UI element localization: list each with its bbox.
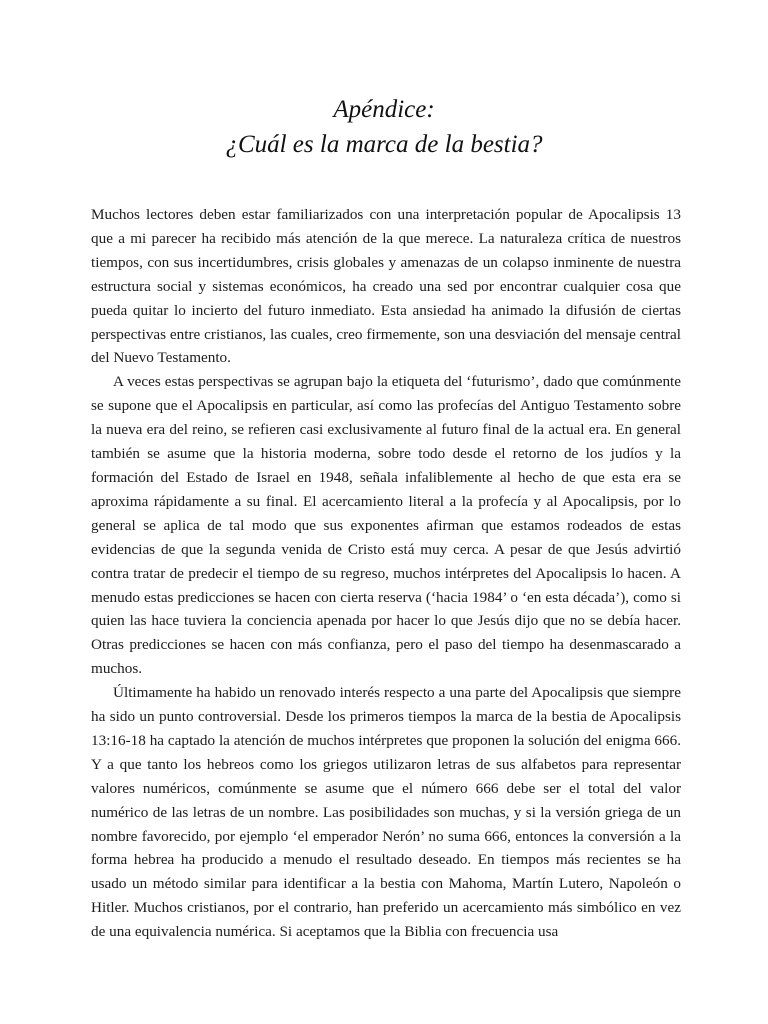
- paragraph-3: Últimamente ha habido un renovado interés respecto a una parte del Apocalipsis que siempre ha sido un punto controversial. Desde los primeros tiempos la marca de la bestia de Apocalipsis 13:16-18 ha captado la atención de muchos intérpretes que proponen la solución del enigma 666. Y a que tanto los hebreos como los griegos utilizaron letras de sus alfabetos para representar valores numéricos, comúnmente se asume que el número 666 debe ser el total del valor numérico de las letras de un nombre. Las posibilidades son muchas, y si la versión griega de un nombre favorecido, por ejemplo ‘el emperador Nerón’ no suma 666, entonces la conversión a la forma hebrea ha producido a menudo el resultado deseado. En tiempos más recientes se ha usado un método similar para identificar a la bestia con Mahoma, Martín Lutero, Napoleón o Hitler. Muchos cristianos, por el contrario, han preferido un acercamiento más simbólico en vez de una equivalencia numérica. Si aceptamos que la Biblia con frecuencia usa: [91, 684, 681, 941]
- title-line-1: Apéndice:: [333, 96, 435, 123]
- body-text: [91, 203, 681, 944]
- page-title: [0, 92, 768, 162]
- title-line-2: ¿Cuál es la marca de la bestia?: [225, 131, 543, 158]
- paragraph-2: A veces estas perspectivas se agrupan bajo la etiqueta del ‘futurismo’, dado que comúnmente se supone que el Apocalipsis en particular, así como las profecías del Antiguo Testamento sobre la nueva era del reino, se refieren casi exclusivamente al futuro final de la actual era. En general también se asume que la historia moderna, sobre todo desde el retorno de los judíos y la formación del Estado de Israel en 1948, señala infaliblemente al hecho de que esta era se aproxima rápidamente a su final. El acercamiento literal a la profecía y al Apocalipsis, por lo general se aplica de tal modo que sus exponentes afirman que estamos rodeados de estas evidencias de que la segunda venida de Cristo está muy cerca. A pesar de que Jesús advirtió contra tratar de predecir el tiempo de su regreso, muchos intérpretes del Apocalipsis lo hacen. A menudo estas predicciones se hacen con cierta reserva (‘hacia 1984’ o ‘en esta década’), como si quien las hace tuviera la conciencia apenada por hacer lo que Jesús dijo que no se debía hacer. Otras predicciones se hacen con más confianza, pero el paso del tiempo ha desenmascarado a muchos.: [91, 373, 681, 678]
- paragraph-1: Muchos lectores deben estar familiarizados con una interpretación popular de Apocalipsis 13 que a mi parecer ha recibido más atención de la que merece. La naturaleza crítica de nuestros tiempos, con sus incertidumbres, crisis globales y amenazas de un colapso inminente de nuestra estructura social y sistemas económicos, ha creado una sed por encontrar cualquier cosa que pueda quitar lo incierto del futuro inmediato. Esta ansiedad ha animado la difusión de ciertas perspectivas entre cristianos, las cuales, creo firmemente, son una desviación del mensaje central del Nuevo Testamento.: [91, 206, 681, 367]
